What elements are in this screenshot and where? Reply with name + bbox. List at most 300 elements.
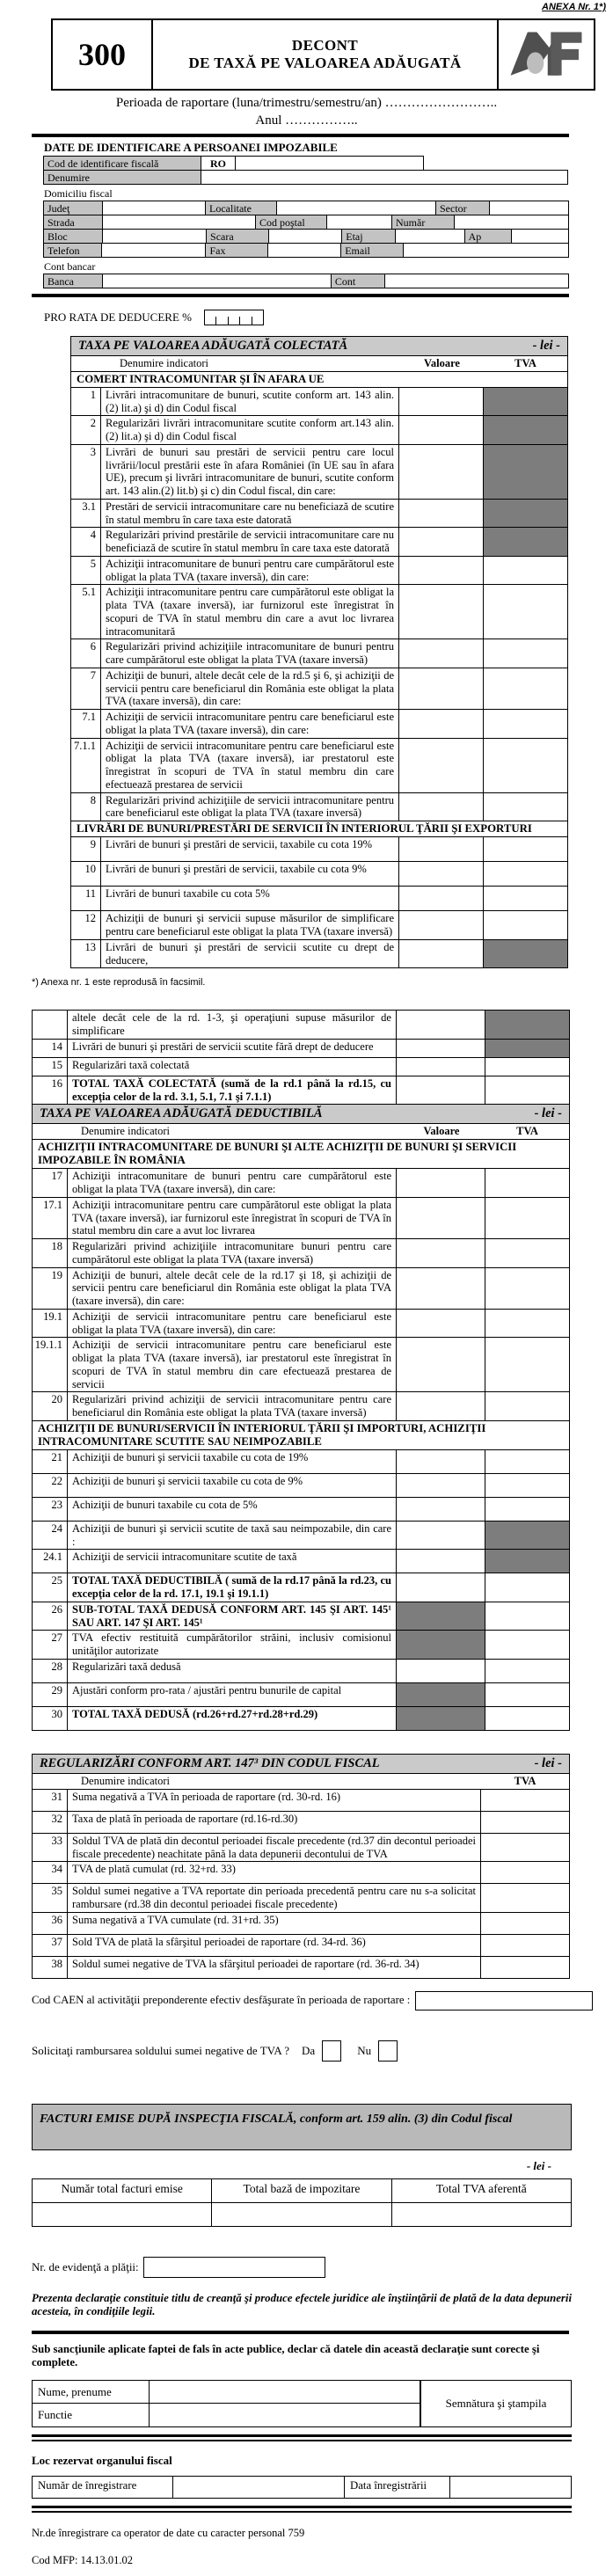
row-20-number: 20 bbox=[33, 1392, 68, 1420]
row-17.1-valoare-cell[interactable] bbox=[396, 1198, 485, 1238]
street-field[interactable] bbox=[102, 215, 256, 230]
signatory-role-field[interactable] bbox=[150, 2404, 420, 2426]
row-30-label: TOTAL TAXĂ DEDUSĂ (rd.26+rd.27+rd.28+rd.29) bbox=[72, 1707, 318, 1720]
fiscal-authority-title: Loc rezervat organului fiscal bbox=[32, 2453, 172, 2467]
sector-field[interactable] bbox=[489, 201, 569, 215]
row-2-number: 2 bbox=[71, 416, 101, 444]
row-31-number: 31 bbox=[33, 1790, 68, 1811]
row-7-valoare-cell[interactable] bbox=[398, 668, 483, 709]
invoices-value-row bbox=[33, 2202, 571, 2226]
row-7.1.1-label: Achiziţii de servicii intracomunitare pentru care beneficiarul este obligat la plata TVA (taxare inversă), iar prestatorul este înregistrat în scopuri de TVA în statul membru din care efectuează prestarea de servicii bbox=[106, 739, 394, 791]
row-15-label: Regularizări taxă colectată bbox=[72, 1058, 190, 1071]
form-title bbox=[153, 20, 497, 89]
table-section-row bbox=[71, 821, 567, 836]
table-row bbox=[71, 639, 567, 668]
row-29-number: 29 bbox=[33, 1683, 68, 1706]
invoices-lei-label: - lei - bbox=[526, 2159, 551, 2173]
row-32-tva-cell[interactable] bbox=[480, 1812, 569, 1833]
fax-field[interactable] bbox=[267, 243, 341, 258]
signature-section bbox=[32, 2380, 572, 2427]
row-23-valoare-cell[interactable] bbox=[396, 1498, 485, 1521]
payment-evidence-row bbox=[32, 2257, 613, 2278]
refund-question-row bbox=[32, 2040, 613, 2062]
row-17-tva-cell[interactable] bbox=[485, 1169, 569, 1197]
postal-code-field[interactable] bbox=[326, 215, 392, 230]
table-row bbox=[33, 1337, 569, 1391]
row-9-number: 9 bbox=[71, 837, 101, 861]
form-header bbox=[51, 18, 595, 91]
row-26-number: 26 bbox=[33, 1602, 68, 1631]
table-row bbox=[33, 1861, 569, 1883]
row-24.1-valoare-cell[interactable] bbox=[396, 1550, 485, 1573]
row-13-cont-number bbox=[33, 1011, 68, 1039]
row-5-tva-cell[interactable] bbox=[483, 557, 567, 585]
row-5.1-tva-cell[interactable] bbox=[483, 585, 567, 639]
table-row bbox=[33, 1706, 569, 1730]
row-38-tva-cell[interactable] bbox=[480, 1957, 569, 1978]
row-14-tva-cell bbox=[485, 1040, 569, 1057]
row-18-tva-cell[interactable] bbox=[485, 1239, 569, 1267]
row-20-valoare-cell[interactable] bbox=[396, 1392, 485, 1420]
row-27-valoare-cell bbox=[396, 1631, 485, 1659]
collected-table-title: TAXA PE VALOAREA ADĂUGATĂ COLECTATĂ bbox=[78, 338, 348, 353]
col-valoare: Valoare bbox=[424, 357, 460, 370]
reporting-year-line: Anul …………….. bbox=[255, 113, 358, 128]
invoices-tax-base-field[interactable] bbox=[211, 2203, 390, 2226]
row-5-valoare-cell[interactable] bbox=[398, 557, 483, 585]
pro-rata-input[interactable] bbox=[204, 310, 264, 325]
form-title-line1: DECONT bbox=[291, 36, 359, 54]
row-24.1-label: Achiziţii de servicii intracomunitare scutite de taxă bbox=[72, 1551, 297, 1564]
fiscal-code-field[interactable] bbox=[235, 156, 424, 171]
row-35-number: 35 bbox=[33, 1884, 68, 1912]
regularization-lei-label: - lei - bbox=[534, 1755, 562, 1770]
row-37-number: 37 bbox=[33, 1935, 68, 1956]
row-25-number: 25 bbox=[33, 1573, 68, 1602]
row-19.1.1-valoare-cell[interactable] bbox=[396, 1338, 485, 1391]
refund-no-checkbox[interactable] bbox=[378, 2040, 398, 2062]
invoices-total-vat-field[interactable] bbox=[391, 2203, 571, 2226]
table-row bbox=[71, 886, 567, 910]
table-row bbox=[71, 709, 567, 738]
row-15-tva-cell[interactable] bbox=[485, 1058, 569, 1076]
row-24-number: 24 bbox=[33, 1522, 68, 1550]
deductible-table-title-bar bbox=[33, 1105, 569, 1124]
row-13-tva-cell bbox=[483, 940, 567, 968]
refund-yes-checkbox[interactable] bbox=[322, 2040, 341, 2062]
col-denumire-indicatori: Denumire indicatori bbox=[81, 1775, 171, 1788]
registration-number-label: Număr de înregistrare bbox=[33, 2477, 173, 2498]
row-33-tva-cell[interactable] bbox=[480, 1834, 569, 1862]
apartment-label: Ap bbox=[464, 229, 513, 244]
table-row bbox=[33, 1883, 569, 1912]
row-19.1-valoare-cell[interactable] bbox=[396, 1310, 485, 1338]
row-1-label: Livrări intracomunitare de bunuri, scutite conform art. 143 alin.(2) lit.a) şi d) din Codul fiscal bbox=[106, 388, 394, 414]
row-22-tva-cell[interactable] bbox=[485, 1474, 569, 1497]
row-19-tva-cell[interactable] bbox=[485, 1268, 569, 1309]
signatory-name-field[interactable] bbox=[150, 2381, 420, 2403]
table-row bbox=[33, 1956, 569, 1978]
row-15-number: 15 bbox=[33, 1058, 68, 1076]
table-row bbox=[33, 1168, 569, 1197]
caen-field[interactable] bbox=[415, 1991, 593, 2010]
row-13-valoare-cell[interactable] bbox=[398, 940, 483, 968]
pro-rata-label: PRO RATA DE DEDUCERE % bbox=[44, 310, 192, 325]
collected-lei-label: - lei - bbox=[532, 338, 560, 353]
table-row bbox=[33, 1076, 569, 1105]
row-17.1-number: 17.1 bbox=[33, 1198, 68, 1238]
table-row bbox=[33, 1267, 569, 1309]
table-row bbox=[33, 1602, 569, 1631]
sector-label: Sector bbox=[435, 201, 490, 215]
row-2-valoare-cell[interactable] bbox=[398, 416, 483, 444]
row-36-label: Suma negativă a TVA cumulate (rd. 31+rd. 35) bbox=[72, 1913, 279, 1926]
table-row bbox=[33, 1309, 569, 1338]
row-10-tva-cell[interactable] bbox=[483, 862, 567, 886]
divider bbox=[32, 2331, 569, 2334]
row-10-valoare-cell[interactable] bbox=[398, 862, 483, 886]
row-7.1.1-valoare-cell[interactable] bbox=[398, 739, 483, 792]
apartment-field[interactable] bbox=[511, 229, 569, 244]
table-row bbox=[33, 1011, 569, 1039]
row-8-number: 8 bbox=[71, 793, 101, 821]
refund-yes-label: Da bbox=[302, 2044, 316, 2058]
county-field[interactable] bbox=[102, 201, 206, 215]
row-6-valoare-cell[interactable] bbox=[398, 639, 483, 668]
table-row bbox=[71, 584, 567, 639]
regularization-table bbox=[32, 1754, 570, 1979]
row-7.1-valoare-cell[interactable] bbox=[398, 710, 483, 738]
regularization-title-bar bbox=[33, 1755, 569, 1774]
street-row bbox=[44, 215, 569, 230]
row-17.1-tva-cell[interactable] bbox=[485, 1198, 569, 1238]
payment-evidence-field[interactable] bbox=[143, 2257, 325, 2278]
row-15-valoare-cell[interactable] bbox=[396, 1058, 485, 1076]
email-field[interactable] bbox=[403, 243, 569, 258]
row-23-number: 23 bbox=[33, 1498, 68, 1521]
bank-field[interactable] bbox=[102, 274, 332, 288]
row-10-label: Livrări de bunuri şi prestări de servicii, taxabile cu cota 9% bbox=[106, 863, 367, 876]
bank-account-label: Cont bancar bbox=[44, 259, 96, 273]
row-5-label: Achiziţii intracomunitare de bunuri pentru care cumpărătorul este obligat la plata TVA (taxare inversă), din care: bbox=[106, 557, 394, 583]
col-tva: TVA bbox=[516, 1125, 538, 1138]
row-1-tva-cell bbox=[483, 388, 567, 416]
invoices-total-count-field[interactable] bbox=[33, 2203, 211, 2226]
signatory-role-row bbox=[33, 2403, 420, 2426]
row-4-valoare-cell[interactable] bbox=[398, 528, 483, 556]
row-24-label: Achiziţii de bunuri şi servicii scutite de taxă sau neimpozabile, din care : bbox=[72, 1522, 391, 1548]
staircase-field[interactable] bbox=[268, 229, 343, 244]
row-17-number: 17 bbox=[33, 1169, 68, 1197]
table-row bbox=[33, 1790, 569, 1811]
phone-label: Telefon bbox=[43, 243, 102, 258]
data-operator-note: Nr.de înregistrare ca operator de date cu caracter personal 759 bbox=[32, 2527, 305, 2540]
table-row bbox=[33, 1549, 569, 1573]
registration-number-field[interactable] bbox=[173, 2477, 345, 2498]
row-38-label: Soldul sumei negative de TVA la sfârşitul perioadei de raportare (rd. 36-rd. 34) bbox=[72, 1957, 420, 1970]
row-26-valoare-cell bbox=[396, 1602, 485, 1631]
divider bbox=[32, 294, 569, 297]
row-19-number: 19 bbox=[33, 1268, 68, 1309]
row-3-tva-cell bbox=[483, 445, 567, 499]
block-field[interactable] bbox=[102, 229, 207, 244]
table-row bbox=[71, 939, 567, 968]
row-8-valoare-cell[interactable] bbox=[398, 793, 483, 821]
table-row bbox=[71, 415, 567, 444]
row-4-tva-cell bbox=[483, 528, 567, 556]
table-row bbox=[33, 1833, 569, 1862]
table-row bbox=[33, 1934, 569, 1956]
row-9-label: Livrări de bunuri şi prestări de servicii, taxabile cu cota 19% bbox=[106, 838, 373, 851]
row-6-tva-cell[interactable] bbox=[483, 639, 567, 668]
row-30-valoare-cell bbox=[396, 1707, 485, 1730]
row-34-tva-cell[interactable] bbox=[480, 1862, 569, 1883]
row-29-tva-cell[interactable] bbox=[485, 1683, 569, 1706]
row-3-valoare-cell[interactable] bbox=[398, 445, 483, 499]
row-12-tva-cell[interactable] bbox=[483, 911, 567, 939]
row-20-tva-cell[interactable] bbox=[485, 1392, 569, 1420]
row-12-number: 12 bbox=[71, 911, 101, 939]
row-28-number: 28 bbox=[33, 1660, 68, 1682]
row-7.1-number: 7.1 bbox=[71, 710, 101, 738]
row-18-number: 18 bbox=[33, 1239, 68, 1267]
collected-vat-table-continued bbox=[32, 1010, 570, 1104]
row-25-valoare-cell[interactable] bbox=[396, 1573, 485, 1602]
row-11-label: Livrări de bunuri taxabile cu cota 5% bbox=[106, 887, 270, 901]
row-8-label: Regularizări privind achiziţiile de servicii intracomunitare pentru care beneficiarul este obligat la plata TVA (taxare inversă) bbox=[106, 793, 394, 820]
deductible-table-title: TAXA PE VALOAREA ADĂUGATĂ DEDUCTIBILĂ bbox=[40, 1106, 323, 1121]
row-11-valoare-cell[interactable] bbox=[398, 887, 483, 910]
email-label: Email bbox=[340, 243, 403, 258]
form-title-line2: DE TAXĂ PE VALOAREA ADĂUGATĂ bbox=[188, 54, 462, 71]
ro-prefix: RO bbox=[201, 156, 236, 171]
row-36-tva-cell[interactable] bbox=[480, 1913, 569, 1934]
row-13-cont-valoare-cell[interactable] bbox=[396, 1011, 485, 1039]
row-24-valoare-cell[interactable] bbox=[396, 1522, 485, 1550]
row-16-number: 16 bbox=[33, 1076, 68, 1105]
bank-label: Banca bbox=[43, 274, 103, 288]
row-24.1-tva-cell bbox=[485, 1550, 569, 1573]
postal-code-label: Cod poştal bbox=[255, 215, 327, 230]
row-37-tva-cell[interactable] bbox=[480, 1935, 569, 1956]
facsimile-footnote: *) Anexa nr. 1 este reprodusă în facsimil. bbox=[32, 977, 206, 989]
table-row bbox=[71, 910, 567, 939]
oath-text: Sub sancţiunile aplicate faptei de fals în acte publice, declar că datele din această declaraţie sunt corecte şi complete. bbox=[32, 2342, 540, 2368]
row-28-valoare-cell[interactable] bbox=[396, 1660, 485, 1682]
table-row bbox=[33, 1573, 569, 1602]
row-19.1.1-number: 19.1.1 bbox=[33, 1338, 68, 1391]
row-34-number: 34 bbox=[33, 1862, 68, 1883]
row-3.1-number: 3.1 bbox=[71, 500, 101, 528]
row-5.1-valoare-cell[interactable] bbox=[398, 585, 483, 639]
row-35-tva-cell[interactable] bbox=[480, 1884, 569, 1912]
row-11-tva-cell[interactable] bbox=[483, 887, 567, 910]
identification-section bbox=[44, 141, 569, 288]
fiscal-code-row bbox=[44, 157, 569, 171]
company-name-label: Denumire bbox=[43, 170, 201, 185]
row-14-valoare-cell[interactable] bbox=[396, 1040, 485, 1057]
registration-date-label: Data înregistrării bbox=[345, 2477, 450, 2498]
row-38-number: 38 bbox=[33, 1957, 68, 1978]
invoices-section-bar: FACTURI EMISE DUPĂ INSPECŢIA FISCALĂ, conform art. 159 alin. (3) din Codul fiscal bbox=[32, 2104, 572, 2151]
row-7.1.1-tva-cell[interactable] bbox=[483, 739, 567, 792]
row-33-label: Soldul TVA de plată din decontul perioadei fiscale precedente (rd.37 din decontul perioadei fiscale precedente) neachitate până la data depunerii decontului de TVA bbox=[72, 1834, 476, 1860]
collected-table-body bbox=[71, 372, 567, 967]
table-row bbox=[33, 1912, 569, 1934]
row-3.1-valoare-cell[interactable] bbox=[398, 500, 483, 528]
regularization-title: REGULARIZĂRI CONFORM ART. 147³ DIN CODUL FISCAL bbox=[40, 1755, 380, 1770]
row-19.1.1-label: Achiziţii de servicii intracomunitare pentru care beneficiarul este obligat la plata TVA (taxare inversă), iar prestatorul este înregistrat în scopuri de TVA în statul membru din care efectuează prestarea de servicii bbox=[72, 1339, 391, 1390]
row-35-label: Soldul sumei negative a TVA reportate din perioada precedentă pentru care nu s-a solicitat rambursare (rd.38 din decontul perioadei fiscale precedente) bbox=[72, 1885, 476, 1911]
row-29-label: Ajustări conform pro-rata / ajustări pentru bunurile de capital bbox=[72, 1683, 342, 1697]
row-28-label: Regularizări taxă dedusă bbox=[72, 1660, 181, 1673]
col-tva: TVA bbox=[514, 357, 536, 370]
table-row bbox=[33, 1659, 569, 1682]
row-32-label: Taxa de plată în perioada de raportare (rd.16-rd.30) bbox=[72, 1812, 298, 1825]
floor-field[interactable] bbox=[395, 229, 465, 244]
row-18-valoare-cell[interactable] bbox=[396, 1239, 485, 1267]
table-row bbox=[71, 499, 567, 528]
table-row bbox=[33, 1473, 569, 1497]
invoices-header-row bbox=[33, 2179, 571, 2202]
mfp-code: Cod MFP: 14.13.01.02 bbox=[32, 2553, 133, 2566]
number-field[interactable] bbox=[454, 215, 569, 230]
row-22-label: Achiziţii de bunuri şi servicii taxabile cu cota de 9% bbox=[72, 1474, 303, 1487]
row-21-number: 21 bbox=[33, 1450, 68, 1473]
bank-row bbox=[44, 274, 569, 288]
row-7-number: 7 bbox=[71, 668, 101, 709]
row-9-tva-cell[interactable] bbox=[483, 837, 567, 861]
row-21-valoare-cell[interactable] bbox=[396, 1450, 485, 1473]
form-number: 300 bbox=[53, 20, 153, 89]
row-13-number: 13 bbox=[71, 940, 101, 968]
pro-rata-row bbox=[44, 310, 613, 325]
row-26-tva-cell[interactable] bbox=[485, 1602, 569, 1631]
row-12-valoare-cell[interactable] bbox=[398, 911, 483, 939]
row-6-label: Regularizări privind achiziţiile intracomunitare de bunuri pentru care cumpărătorul este obligat la plata TVA (taxare inversă) bbox=[106, 640, 394, 667]
account-label: Cont bbox=[331, 274, 385, 288]
row-19.1-tva-cell[interactable] bbox=[485, 1310, 569, 1338]
row-4-number: 4 bbox=[71, 528, 101, 556]
table-section-row bbox=[33, 1420, 569, 1449]
row-19.1-number: 19.1 bbox=[33, 1310, 68, 1338]
table-row bbox=[33, 1197, 569, 1238]
anexa-note: ANEXA Nr. 1*) bbox=[542, 2, 606, 12]
table-row bbox=[71, 738, 567, 792]
table-row bbox=[71, 861, 567, 886]
row-20-label: Regularizări privind achiziţii de servicii intracomunitare pentru care beneficiarul din România este obligat la plata TVA (taxare inversă) bbox=[72, 1393, 391, 1419]
collected-table-title-bar bbox=[71, 337, 567, 356]
collected-vat-table bbox=[70, 336, 568, 968]
signature-stamp-box[interactable]: Semnătura şi ştampila bbox=[420, 2380, 572, 2427]
regularization-table-body bbox=[33, 1790, 569, 1978]
row-18-label: Regularizări privind achiziţiile intracomunitare bunuri pentru care cumpărătorul este obligat la plata TVA (taxare inversă) bbox=[72, 1240, 391, 1266]
table-row bbox=[71, 387, 567, 416]
row-17.1-label: Achiziţii intracomunitare pentru care cumpărătorul este obligat la plata TVA (taxare inversă), iar furnizorul este înregistrat în scopuri de TVA în statul membru din care a avut loc livrarea bbox=[72, 1198, 391, 1237]
street-label: Strada bbox=[43, 215, 103, 230]
row-8-tva-cell[interactable] bbox=[483, 793, 567, 821]
row-23-tva-cell[interactable] bbox=[485, 1498, 569, 1521]
row-16-label: TOTAL TAXĂ COLECTATĂ (sumă de la rd.1 până la rd.15, cu excepţia celor de la rd. 3.1, 5.1, 7.1 şi 7.1.1) bbox=[72, 1076, 391, 1103]
row-17-label: Achiziţii intracomunitare de bunuri pentru care cumpărătorul este obligat la plata TVA (taxare inversă), din care: bbox=[72, 1170, 391, 1196]
phone-field[interactable] bbox=[101, 243, 206, 258]
row-17-valoare-cell[interactable] bbox=[396, 1169, 485, 1197]
signatory-table bbox=[32, 2380, 420, 2427]
row-19.1.1-tva-cell[interactable] bbox=[485, 1338, 569, 1391]
row-36-number: 36 bbox=[33, 1913, 68, 1934]
row-7.1.1-number: 7.1.1 bbox=[71, 739, 101, 792]
row-10-number: 10 bbox=[71, 862, 101, 886]
row-9-valoare-cell[interactable] bbox=[398, 837, 483, 861]
table-row bbox=[33, 1057, 569, 1076]
row-23-label: Achiziţii de bunuri taxabile cu cota de 5% bbox=[72, 1498, 258, 1511]
block-label: Bloc bbox=[43, 229, 103, 244]
row-33-number: 33 bbox=[33, 1834, 68, 1862]
row-25-tva-cell[interactable] bbox=[485, 1573, 569, 1602]
row-32-number: 32 bbox=[33, 1812, 68, 1833]
row-34-label: TVA de plată cumulat (rd. 32+rd. 33) bbox=[72, 1863, 236, 1876]
table-row bbox=[33, 1449, 569, 1473]
row-14-number: 14 bbox=[33, 1040, 68, 1057]
table-section-row bbox=[33, 1140, 569, 1168]
table-section-title: LIVRĂRI DE BUNURI/PRESTĂRI DE SERVICII ÎN INTERIORUL ŢĂRII ŞI EXPORTURI bbox=[77, 822, 532, 836]
collected-continued-body bbox=[33, 1011, 569, 1104]
col-denumire-indicatori: Denumire indicatori bbox=[81, 1125, 171, 1138]
row-30-tva-cell[interactable] bbox=[485, 1707, 569, 1730]
refund-no-label: Nu bbox=[357, 2044, 372, 2058]
row-19-label: Achiziţii de bunuri, altele decât cele de la rd.17 şi 18, şi achiziţii de servicii pentru care beneficiarul din România este obligat la plata TVA (taxare inversă), din care: bbox=[72, 1268, 391, 1308]
row-16-valoare-cell[interactable] bbox=[396, 1076, 485, 1105]
row-5-number: 5 bbox=[71, 557, 101, 585]
row-19-valoare-cell[interactable] bbox=[396, 1268, 485, 1309]
company-name-field[interactable] bbox=[201, 170, 568, 185]
row-16-tva-cell[interactable] bbox=[485, 1076, 569, 1105]
row-13-cont-label: altele decât cele de la rd. 1-3, şi operaţiuni supuse măsurilor de simplificare bbox=[72, 1011, 391, 1037]
row-28-tva-cell[interactable] bbox=[485, 1660, 569, 1682]
row-31-tva-cell[interactable] bbox=[480, 1790, 569, 1811]
invoices-col-tax-base: Total bază de impozitare bbox=[211, 2179, 390, 2202]
reporting-period-line: Perioada de raportare (luna/trimestru/semestru/an) …………………….. bbox=[115, 95, 498, 110]
account-field[interactable] bbox=[384, 274, 569, 288]
county-label: Judeţ bbox=[43, 201, 103, 215]
signatory-name-label: Nume, prenume bbox=[33, 2381, 150, 2403]
divider bbox=[32, 2434, 572, 2441]
row-1-valoare-cell[interactable] bbox=[398, 388, 483, 416]
row-21-tva-cell[interactable] bbox=[485, 1450, 569, 1473]
row-22-valoare-cell[interactable] bbox=[396, 1474, 485, 1497]
table-row bbox=[71, 444, 567, 499]
row-7-tva-cell[interactable] bbox=[483, 668, 567, 709]
collected-table-header bbox=[71, 356, 567, 372]
row-27-tva-cell[interactable] bbox=[485, 1631, 569, 1659]
table-row bbox=[71, 792, 567, 821]
refund-question: Solicitaţi rambursarea soldului sumei negative de TVA ? bbox=[32, 2044, 290, 2058]
table-row bbox=[33, 1811, 569, 1833]
row-7-label: Achiziţii de bunuri, altele decât cele de la rd.5 şi 6, şi achiziţii de servicii pentru care beneficiarul din România este obligat la plata TVA (taxare inversă), din care: bbox=[106, 668, 394, 708]
row-25-label: TOTAL TAXĂ DEDUCTIBILĂ ( sumă de la rd.17 până la rd.23, cu excepţia celor de la rd. 17.1, 19.1 şi 19.1.1) bbox=[72, 1574, 391, 1601]
county-row bbox=[44, 201, 569, 215]
row-7.1-tva-cell[interactable] bbox=[483, 710, 567, 738]
table-row bbox=[33, 1039, 569, 1057]
row-13-label: Livrări de bunuri şi prestări de servicii scutite cu drept de deducere, bbox=[106, 940, 394, 967]
row-5.1-label: Achiziţii intracomunitare pentru care cumpărătorul este obligat la plata TVA (taxare inversă), iar furnizorul este înregistrat în scopuri de TVA în statul membru din care a avut loc livrarea intracomunitară bbox=[106, 586, 394, 638]
locality-field[interactable] bbox=[276, 201, 436, 215]
registration-date-field[interactable] bbox=[450, 2477, 571, 2498]
col-valoare: Valoare bbox=[423, 1125, 460, 1138]
row-12-label: Achiziţii de bunuri şi servicii supuse măsurilor de simplificare pentru care beneficiarul este obligat la plata TVA (taxare inversă) bbox=[106, 912, 394, 938]
legal-declaration-text: Prezenta declaraţie constituie titlu de creanţă şi produce efectele juridice ale înştiinţării de plată de la data depunerii acesteia, în condiţiile legii. bbox=[32, 2291, 572, 2317]
identification-title: DATE DE IDENTIFICARE A PERSOANEI IMPOZABILE bbox=[44, 141, 338, 155]
